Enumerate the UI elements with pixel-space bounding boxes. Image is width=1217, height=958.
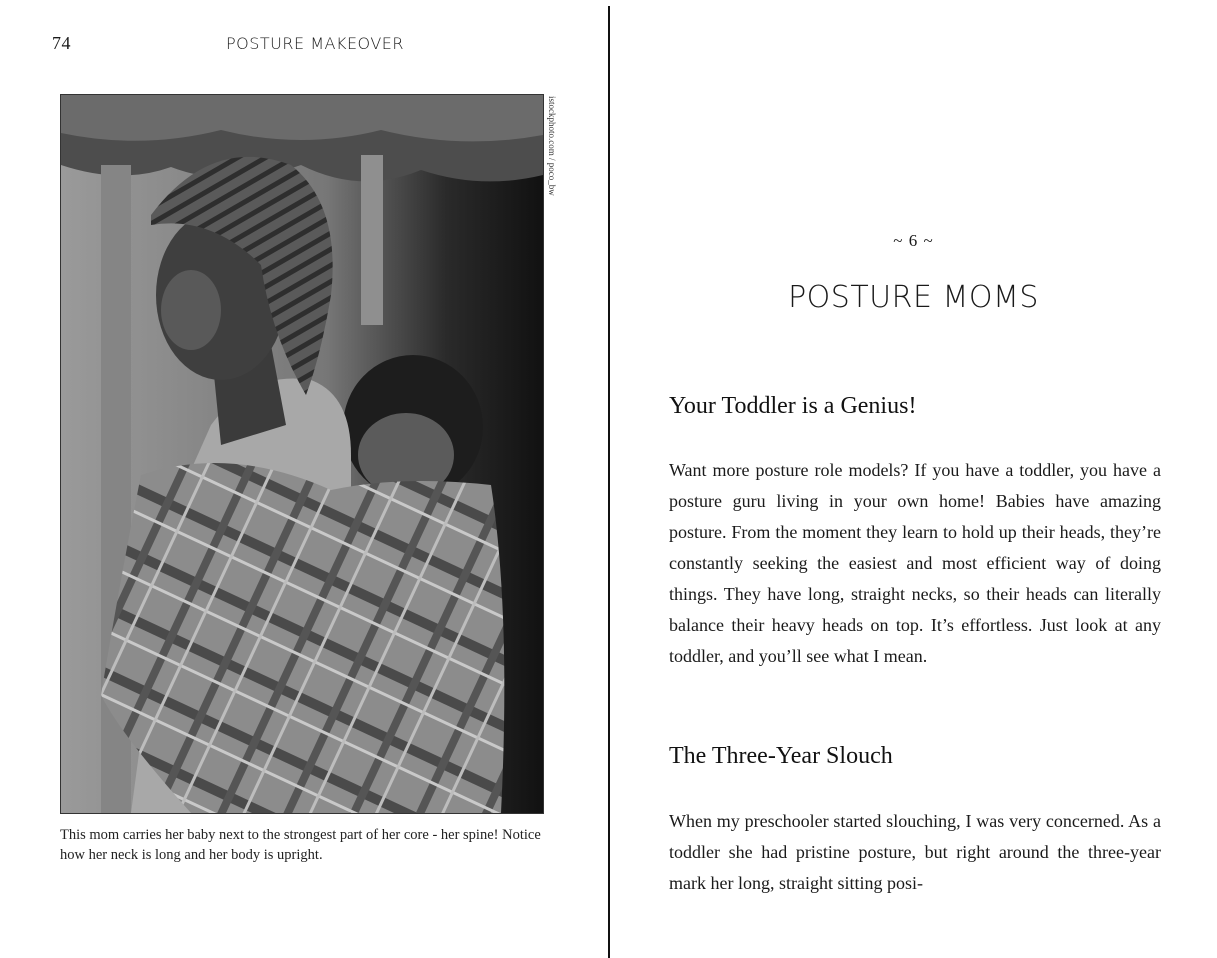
right-page xyxy=(610,0,1217,958)
section-heading: The Three-Year Slouch xyxy=(669,743,893,769)
body-paragraph: Want more posture role models? If you have a toddler, you have a posture guru living in your own home! Babies have amazing posture. From the moment they learn to hold up their heads, they’re constantly seeking the easiest and most efficient way of doing things. They have long, straight necks, so their heads can literally balance their heavy heads on top. It’s effortless. Just look at any toddler, and you’ll see what I mean. xyxy=(669,460,1161,666)
section-heading: Your Toddler is a Genius! xyxy=(669,393,917,419)
photo-caption: This mom carries her baby next to the strongest part of her core - her spine! Notice how her neck is long and her body is upright. xyxy=(60,827,541,863)
left-page xyxy=(0,0,608,958)
running-head: POSTURE MAKEOVER xyxy=(226,34,405,53)
photo-mother-carrying-baby xyxy=(60,94,544,814)
chapter-title: POSTURE MOMS xyxy=(788,280,1039,315)
photo-credit: istockphoto.com / poco_bw xyxy=(547,96,557,196)
page-number: 74 xyxy=(52,33,71,53)
body-paragraph: When my preschooler started slouching, I was very concerned. As a toddler she had pristine posture, but right around the three-year mark her long, straight sitting posi- xyxy=(669,811,1161,893)
chapter-number: ~ 6 ~ xyxy=(893,231,934,250)
